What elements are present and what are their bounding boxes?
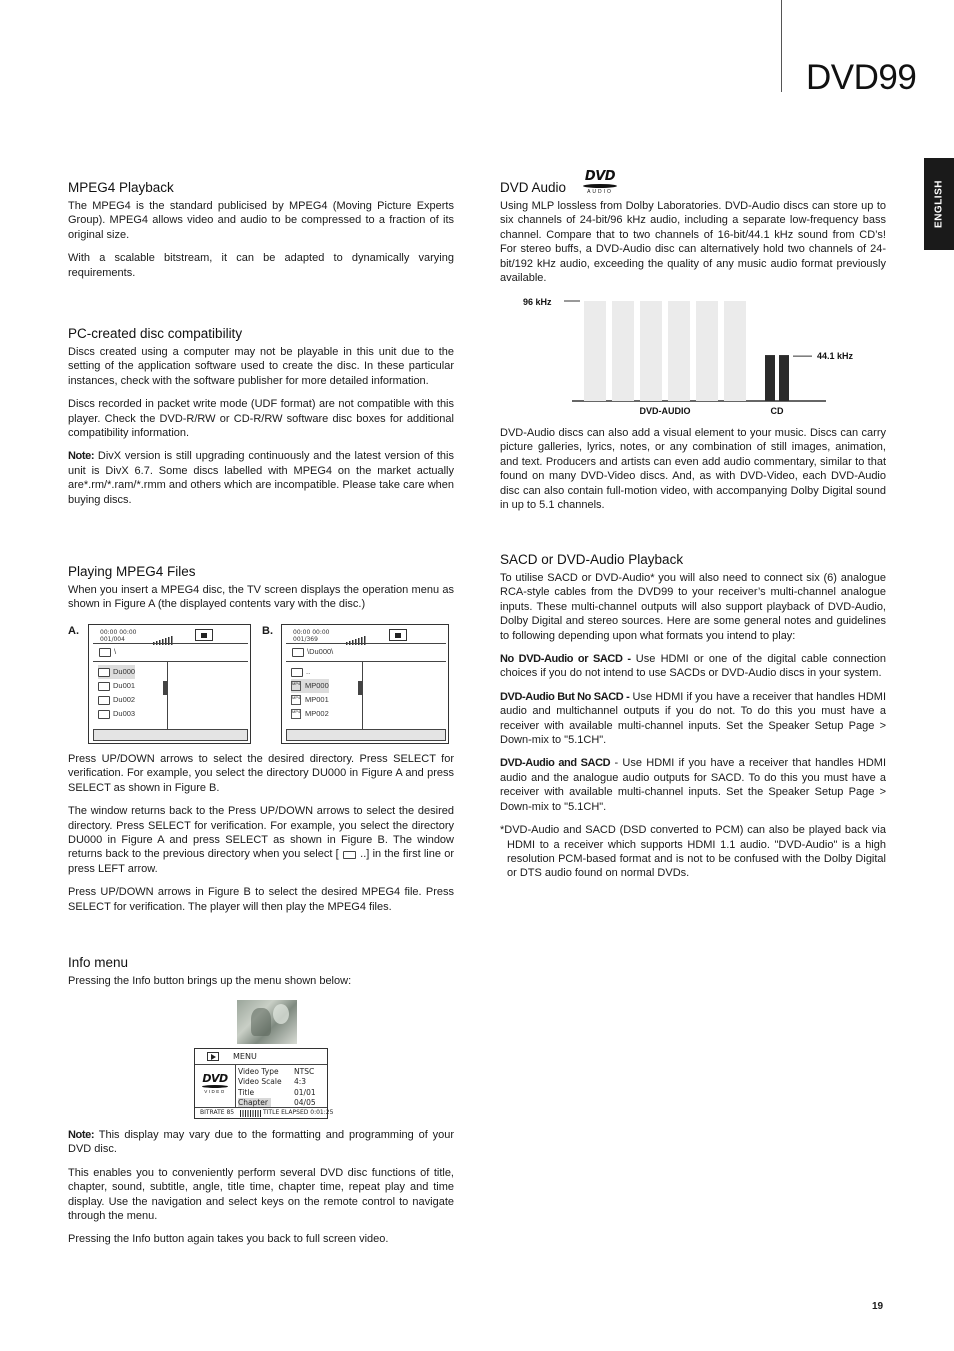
dvd-audio-heading: DVD Audio (500, 180, 567, 195)
sacd-heading: SACD or DVD-Audio Playback (500, 552, 684, 567)
sacd-bullet-dvd-audio-no-sacd: DVD-Audio But No SACD - Use HDMI if you have a receiver that handles HDMI audio and multichannel outputs if you do not. To do this you must have a receiver with available multi-channel inputs. Set the Speaker Setup Page > Down-mix to "5.1CH". (500, 690, 886, 747)
list-item[interactable]: Du001 (98, 679, 135, 693)
dvd-audio-paragraph-1: Using MLP lossless from Dolby Laboratories. DVD-Audio discs can store up to six channels of 24-bit/96 kHz audio, including a separate low-frequency bass channel. Compare that to two channels of 16-bit/44.1 kHz sound from CD’s! For stereo buffs, a DVD-Audio disc can alternatively hold two channels of 24-bit/192 kHz audio, exceeding the quality of any music audio format previously available. (500, 200, 886, 285)
figure-b-label: B. (262, 625, 273, 637)
header-divider (781, 0, 782, 92)
mpeg4-paragraph-2: With a scalable bitstream, it can be adapted to dynamically varying requirements. (68, 252, 454, 279)
info-row-video-type[interactable]: Video Type NTSC (238, 1067, 315, 1076)
sacd-paragraph-1: To utilise SACD or DVD-Audio* you will also need to connect six (6) analogue RCA-style cables from the DVD99 to your receiver’s multi-channel analogue inputs. These multi-channel outputs will also support playback of DVD-Audio, Dolby Digital and stereo sources. Here are some general notes and guidelines to following depending upon what formats you intend to play: (500, 572, 886, 642)
folder-icon (343, 851, 356, 859)
sacd-bullet-dvd-audio-and-sacd: DVD-Audio and SACD - Use HDMI if you have a receiver that handles HDMI audio and the analogue audio outputs for SACD. To do this you must have a receiver with available multi-channel inputs. Set the Speaker Setup Page > Down-mix to "5.1CH". (500, 757, 886, 813)
label-441khz: 44.1 kHz (817, 351, 854, 362)
list-item[interactable]: MP4 MP001 (292, 695, 329, 704)
figure-a-list (98, 665, 135, 721)
figure-a-footer-bar (93, 729, 248, 741)
section-dvd-audio-continued (500, 426, 886, 521)
video-file-icon: MP4 (291, 709, 301, 719)
list-item-parent[interactable]: .. (291, 665, 329, 679)
bar-dvd-audio (612, 301, 634, 401)
section-info-menu-continued (68, 1128, 454, 1256)
list-item[interactable]: Du000 (98, 665, 135, 679)
pc-disc-note (68, 449, 454, 507)
figure-a-time: 00:00 00:00 (100, 629, 137, 636)
video-thumbnail-image (237, 1000, 297, 1044)
folder-icon (291, 668, 303, 677)
playing-paragraph-2: Press UP/DOWN arrows to select the desired directory. Press SELECT for verification. For example, you select the directory DU000 in Figure A and press SELECT as shown in Figure B. (68, 753, 454, 794)
video-file-icon: MP4 (291, 681, 301, 691)
section-pc-disc (68, 326, 454, 516)
info-menu-rows (238, 1067, 316, 1108)
info-menu-heading: Info menu (68, 955, 129, 970)
figure-a-label: A. (68, 625, 79, 637)
bitrate-meter (240, 1110, 262, 1117)
folder-icon (98, 696, 110, 705)
bar-cd (765, 355, 775, 401)
model-title: DVD99 (806, 58, 917, 97)
label-96khz: 96 kHz (523, 297, 552, 307)
list-item[interactable]: Du003 (98, 707, 135, 721)
info-menu-title: MENU (233, 1052, 257, 1061)
section-info-menu (68, 955, 454, 997)
pc-disc-heading: PC-created disc compatibility (68, 326, 243, 341)
folder-icon (98, 682, 110, 691)
figure-b-count: 001/369 (293, 636, 318, 643)
dvd-audio-paragraph-2: DVD-Audio discs can also add a visual element to your music. Discs can carry picture galleries, lyrics, notes, or any combination of still images, animation, and text. Producers and artists can even add audio commentary, similar to that found on many DVD-Video discs. And, as with DVD-Video, each DVD-Audio disc can also contain full-motion video, with accompanying Dolby Digital sound in up to 5.1 channels. (500, 427, 886, 512)
play-icon[interactable] (207, 1052, 219, 1061)
language-tab (924, 158, 954, 250)
figure-b-path-row: \Du000\ (292, 645, 333, 659)
mpeg4-heading: MPEG4 Playback (68, 180, 174, 195)
folder-icon (292, 648, 304, 657)
info-menu-paragraph-2: This enables you to conveniently perform several DVD disc functions of title, chapter, sound, subtitle, angle, title time, chapter time, repeat play and time display. Use the navigation and select keys on the remote control to navigate through the menu. (68, 1166, 454, 1223)
list-item[interactable]: MP4 MP002 (292, 709, 329, 718)
pc-disc-note-label: Note: (68, 450, 95, 463)
figure-b-time: 00:00 00:00 (293, 629, 330, 636)
figure-b-list (291, 665, 329, 721)
section-playing-mpeg4 (68, 564, 454, 621)
dvd-audio-logo-icon: DVD AUDIO (584, 169, 616, 195)
bar-dvd-audio (584, 301, 606, 401)
info-title-elapsed: TITLE ELAPSED 0:01:25 (263, 1109, 334, 1116)
list-item[interactable]: Du002 (98, 693, 135, 707)
info-menu-panel (194, 1048, 334, 1119)
mpeg4-paragraph-1: The MPEG4 is the standard publicised by MPEG4 (Moving Picture Experts Group). MPEG4 allows video and audio to be compressed to a fraction of its original size. (68, 200, 454, 241)
bar-cd (779, 355, 789, 401)
list-item[interactable]: MP4 MP000 (291, 679, 329, 693)
info-row-title[interactable]: Title 01/01 (238, 1087, 316, 1097)
info-row-video-scale[interactable]: Video Scale 4:3 (238, 1077, 307, 1087)
figure-b-signal-icon (346, 632, 366, 641)
pc-disc-paragraph-2: Discs recorded in packet write mode (UDF format) are not compatible with this player. Check the DVD-R/RW or CD-R/RW software disc boxes for additional compatibility information. (68, 398, 454, 440)
pc-disc-note-text: DivX version is still upgrading continuously and the latest version of this unit is DivX 6.7. Some discs labelled with MPEG4 on the market actually are*.rm/*.ram/*.rmm and others which are incompatible. Please take care when buying discs. (68, 450, 454, 506)
info-row-chapter[interactable]: Chapter 04/05 (238, 1097, 316, 1107)
folder-icon (98, 710, 110, 719)
info-bitrate: BITRATE 85 (200, 1109, 235, 1116)
playing-paragraph-1: When you insert a MPEG4 disc, the TV screen displays the operation menu as shown in Figure A (the displayed contents vary with the disc.) (68, 584, 454, 611)
section-mpeg4-playback (68, 180, 454, 289)
video-file-icon: MP4 (291, 695, 301, 705)
folder-icon (98, 668, 110, 677)
section-dvd-audio (500, 180, 886, 294)
frequency-comparison-chart (500, 290, 854, 420)
bar-dvd-audio (696, 301, 718, 401)
category-label-dvd-audio: DVD-AUDIO (639, 406, 691, 416)
info-menu-note-label: Note: (68, 1129, 95, 1141)
figure-b-footer-bar (286, 729, 446, 741)
dvd-video-logo-icon: DVD VIDEO (202, 1072, 228, 1094)
bar-dvd-audio (668, 301, 690, 401)
info-menu-paragraph-1: Pressing the Info button brings up the menu shown below: (68, 975, 352, 987)
figure-b-scrollbar[interactable] (358, 681, 362, 695)
playing-paragraph-3: The window returns back to the Press UP/DOWN arrows to select the desired directory. Press SELECT for verification. For example, you select the directory DU000 in Figure A and press SELECT as shown in Figure B. The window returns back to the previous directory when you select [ ..] in the first line or press LEFT arrow. (68, 805, 455, 875)
figure-a-stop-icon (195, 629, 213, 641)
figure-b-browser (281, 624, 449, 744)
figure-a-path-row: \ (99, 645, 116, 659)
info-menu-paragraph-3: Pressing the Info button again takes you back to full screen video. (68, 1233, 389, 1246)
playing-heading: Playing MPEG4 Files (68, 564, 196, 579)
figure-a-count: 001/004 (100, 636, 125, 643)
bar-dvd-audio (724, 301, 746, 401)
figure-b-stop-icon (389, 629, 407, 641)
folder-icon (99, 648, 111, 657)
section-playing-continued (68, 752, 454, 923)
figure-a-scrollbar[interactable] (163, 681, 167, 695)
page-number: 19 (872, 1301, 884, 1312)
figure-a-browser (88, 624, 251, 744)
sacd-bullet-no-dvd-audio: No DVD-Audio or SACD - Use HDMI or one of the digital cable connection choices if you do not intend to use SACDs or DVD-Audio discs in your system. (500, 653, 886, 680)
figure-a-signal-icon (153, 632, 173, 641)
playing-paragraph-4: Press UP/DOWN arrows in Figure B to select the desired MPEG4 file. Press SELECT for verification. The player will then play the MPEG4 files. (68, 886, 454, 913)
category-label-cd: CD (770, 406, 784, 416)
sacd-footnote: *DVD-Audio and SACD (DSD converted to PCM) can also be played back via HDMI to a receiver which supports HDMI 1.1 audio. "DVD-Audio" is a high resolution PCM-based format and is not to be confused with the Dolby Digital or DTS audio found on normal DVDs. (500, 824, 886, 880)
language-tab-label: ENGLISH (933, 180, 945, 228)
pc-disc-paragraph-1: Discs created using a computer may not be playable in this unit due to the setting of the application software used to create the disc. In these particular instances, check with the software publisher for more detailed information. (68, 346, 454, 387)
section-sacd (500, 552, 886, 890)
info-menu-note-text: This display may vary due to the formatting and programming of your DVD disc. (68, 1129, 454, 1156)
bar-dvd-audio (640, 301, 662, 401)
info-menu-note (68, 1128, 454, 1157)
